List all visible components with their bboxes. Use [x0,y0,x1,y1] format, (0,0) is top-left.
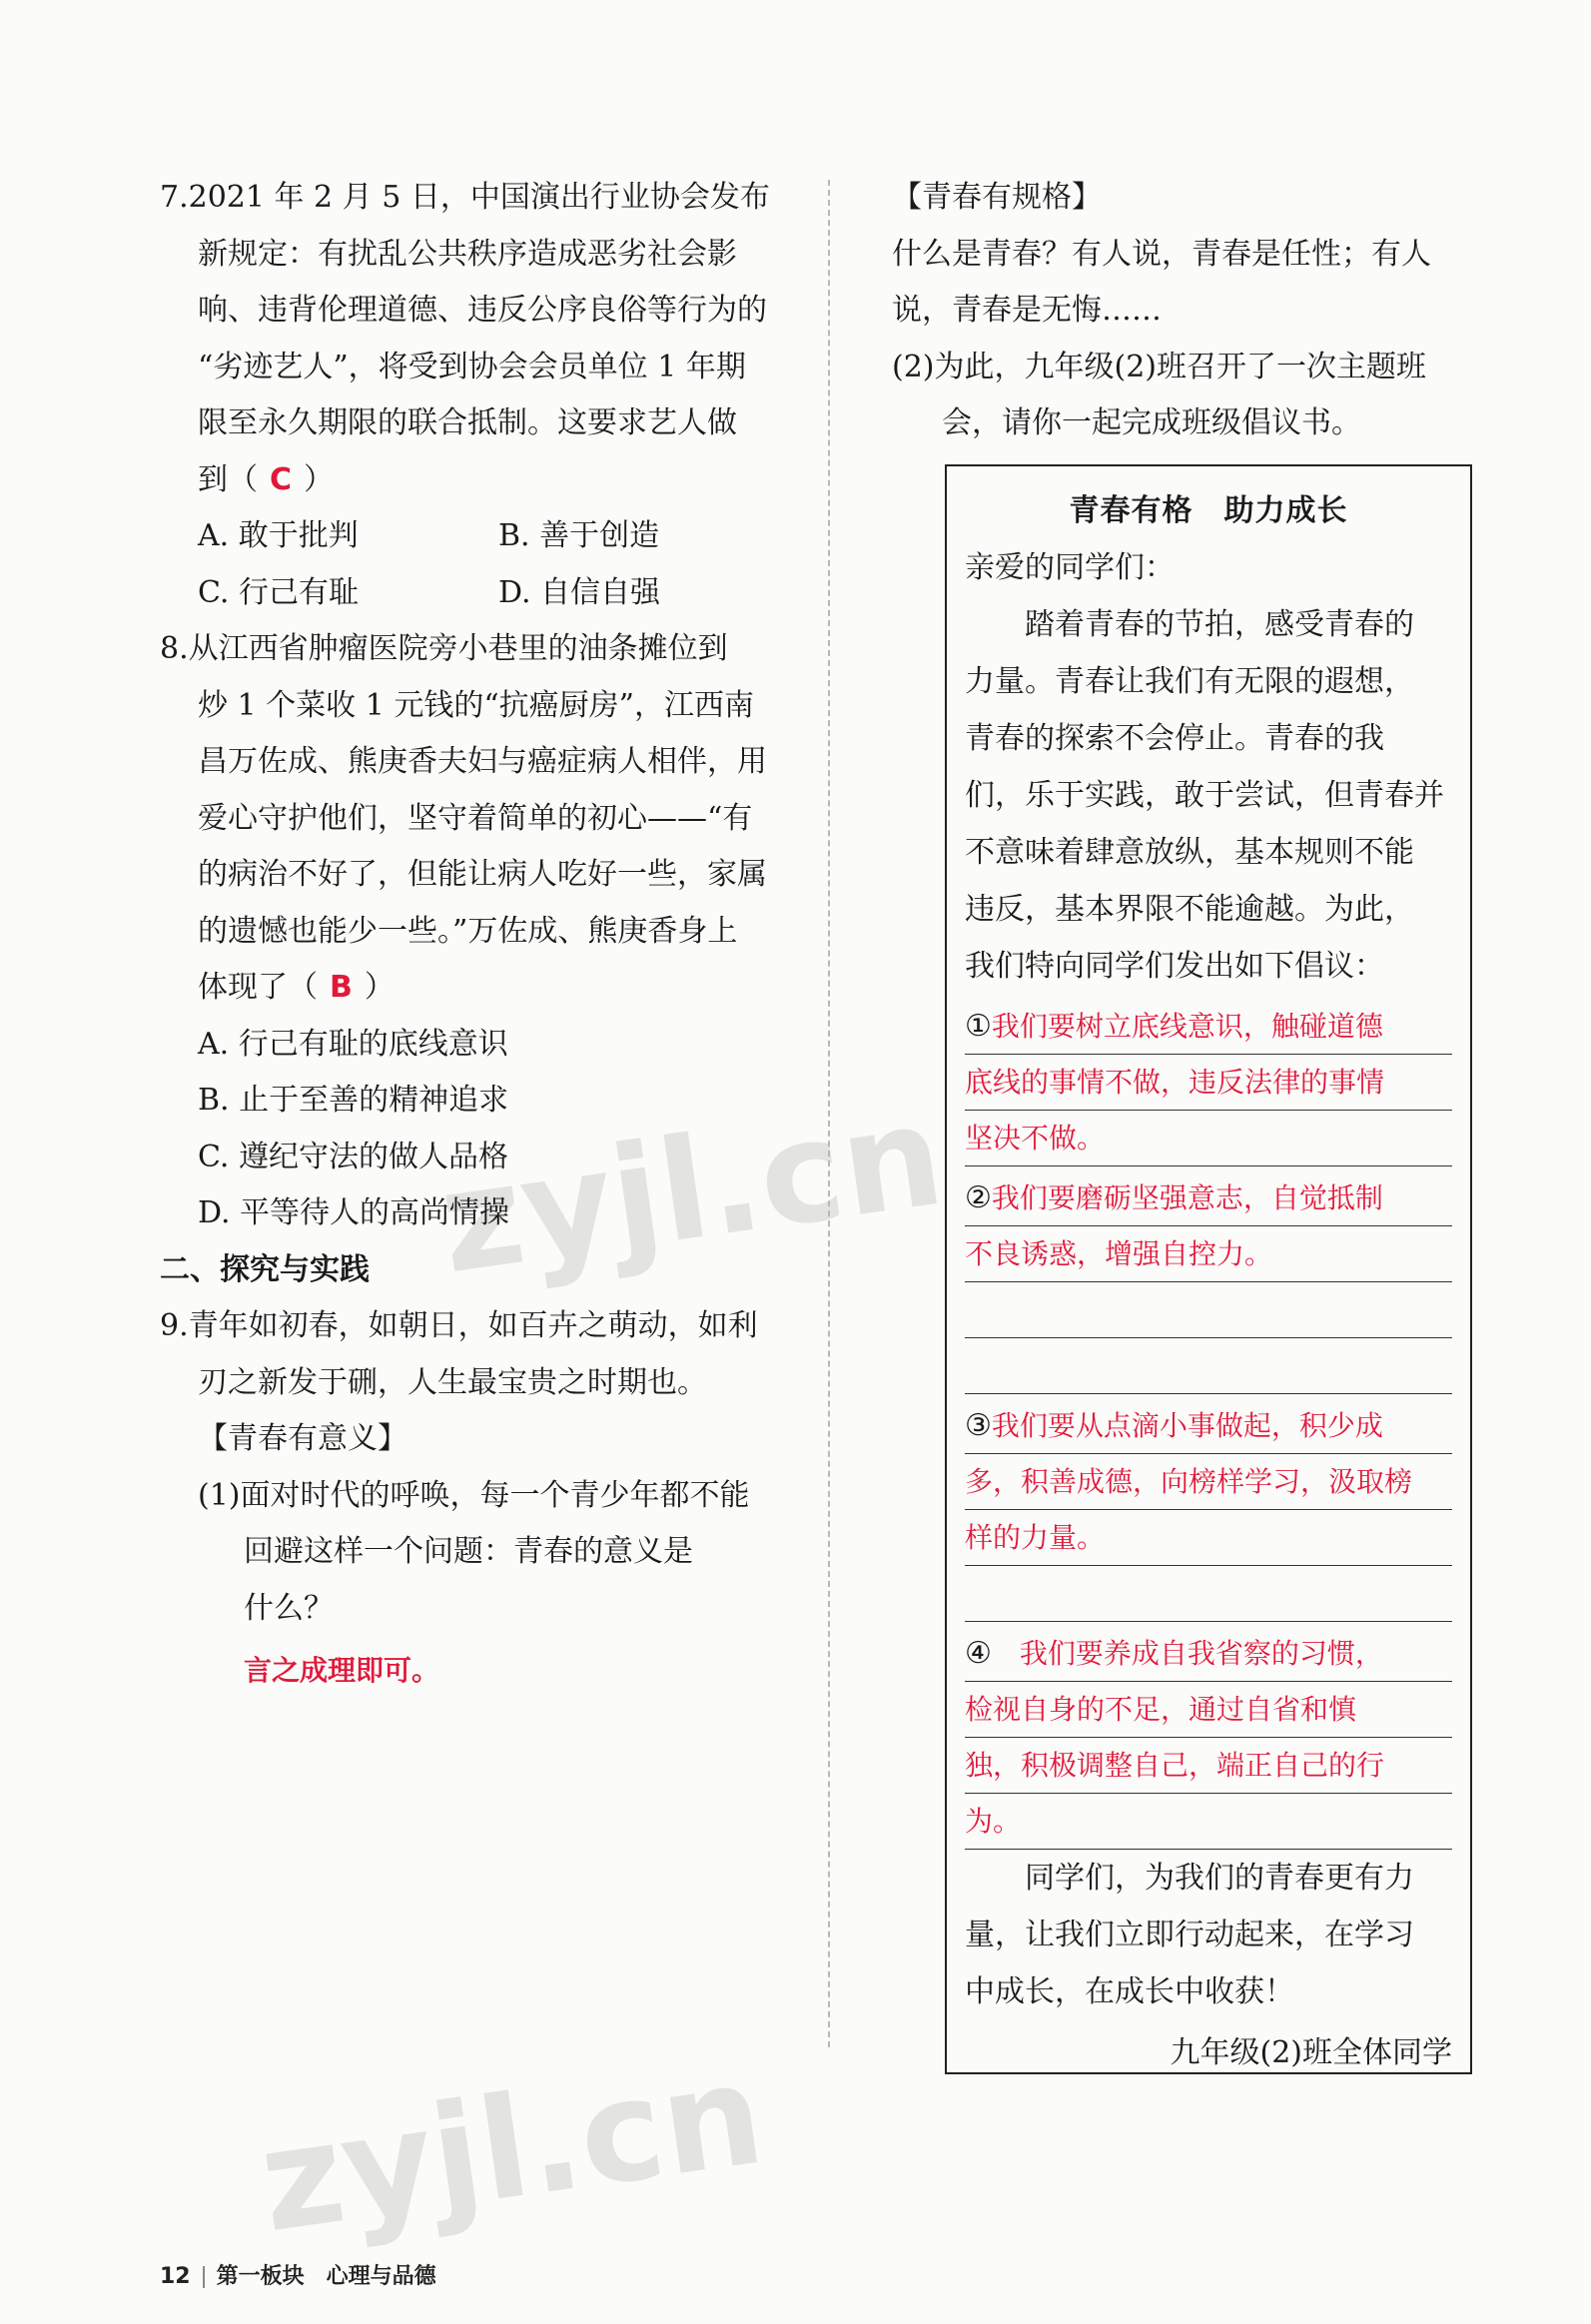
question-text: 会，请你一起完成班级倡议书。 [942,405,1361,440]
question-text: 炒 1 个菜收 1 元钱的“抗癌厨房”，江西南 [198,687,754,723]
question-number: 8. [160,631,189,666]
section-name: 第一板块 心理与品德 [216,2264,436,2289]
intro-text: 什么是青春？有人说，青春是任性；有人 [892,236,1431,272]
answer-choice: C [270,461,293,497]
letter-body: 违反，基本界限不能逾越。为此， [965,892,1414,927]
option: D. 自信自强 [498,574,661,610]
letter-closing: 中成长，在成长中收获！ [965,1974,1294,2009]
option: A. 敢于批判 [198,518,359,553]
question-text: 的病治不好了，但能让病人吃好一些，家属 [198,857,767,892]
option: C. 行己有耻 [198,574,359,610]
watermark: zyjl.cn [251,2032,773,2265]
question-text: 爱心守护他们，坚守着简单的初心——“有 [198,800,753,836]
blank-line [965,1338,1452,1394]
question-text: “劣迹艺人”，将受到协会会员单位 1 年期 [198,349,746,385]
question-text: (1)面对时代的呼唤，每一个青少年都不能 [198,1477,750,1513]
question-text: 青年如初春，如朝日，如百卉之萌动，如利 [188,1308,758,1343]
letter-body: 力量。青春让我们有无限的遐想， [965,664,1414,699]
proposal-4 [965,1626,1452,1850]
question-text: 体现了（ [198,970,318,1005]
option-row [160,565,799,622]
page-footer [160,2259,436,2290]
answer-choice: B [330,970,353,1005]
letter-signature: 九年级(2)班全体同学 [1170,2035,1452,2070]
letter-body: 们，乐于实践，敢于尝试，但青春并 [965,778,1444,813]
proposal-number: ① [965,1009,992,1044]
option-row [160,508,799,565]
proposal-3 [965,1398,1452,1622]
option: D. 平等待人的高尚情操 [198,1195,510,1230]
handwritten-answer: 底线的事情不做，违反法律的事情 [965,1055,1452,1111]
handwritten-answer: 为。 [965,1794,1452,1850]
letter-greeting: 亲爱的同学们： [965,550,1175,585]
question-text: 2021 年 2 月 5 日，中国演出行业协会发布 [188,180,770,215]
letter-closing: 量，让我们立即行动起来，在学习 [965,1918,1414,1952]
handwritten-answer: 我们要养成自我省察的习惯， [991,1637,1383,1670]
question-text: 限至永久期限的联合抵制。这要求艺人做 [198,405,737,440]
option: C. 遵纪守法的做人品格 [198,1139,508,1174]
question-8 [160,621,799,1242]
left-column [160,170,799,1700]
question-7 [160,170,799,621]
letter-body: 踏着青春的节拍，感受青春的 [1025,607,1414,642]
handwritten-answer: 独，积极调整自己，端正自己的行 [965,1738,1452,1794]
handwritten-answer: 我们要磨砺坚强意志，自觉抵制 [991,1181,1383,1214]
handwritten-answer: 样的力量。 [965,1510,1452,1566]
proposal-letter-box [945,464,1472,2074]
question-text: 新规定：有扰乱公共秩序造成恶劣社会影 [198,236,737,272]
watermark: zyjl.cn [430,1074,953,1306]
question-number: 9. [160,1308,189,1343]
question-text: 回避这样一个问题：青春的意义是 [244,1534,693,1569]
question-text: 从江西省肿瘤医院旁小巷里的油条摊位到 [188,631,728,666]
sub-heading: 【青春有规格】 [892,180,1102,215]
handwritten-answer: 我们要从点滴小事做起，积少成 [991,1409,1383,1442]
handwritten-answer: 言之成理即可。 [244,1654,440,1687]
proposal-number: ② [965,1180,992,1215]
question-text: 昌万佐成、熊庚香夫妇与癌症病人相伴，用 [198,744,767,779]
intro-text: 说，青春是无悔…… [892,293,1162,328]
option: B. 善于创造 [498,518,660,553]
handwritten-answer: 多，积善成德，向榜样学习，汲取榜 [965,1454,1452,1510]
proposal-1 [965,999,1452,1166]
bracket: ） [304,461,335,497]
letter-body: 我们特向同学们发出如下倡议： [965,949,1384,984]
bracket: ） [364,970,395,1005]
page-number: 12 [160,2264,191,2289]
sub-heading: 【青春有意义】 [198,1421,407,1456]
handwritten-answer: 检视自身的不足，通过自省和慎 [965,1682,1452,1738]
blank-line [965,1282,1452,1338]
option: A. 行己有耻的底线意识 [198,1026,508,1062]
option: B. 止于至善的精神追求 [198,1083,509,1118]
footer-divider [203,2266,205,2288]
question-text: 到（ [198,461,258,497]
column-divider [828,180,830,2047]
question-text: (2)为此，九年级(2)班召开了一次主题班 [892,349,1426,385]
handwritten-answer: 我们要树立底线意识，触碰道德 [991,1010,1383,1043]
blank-line [965,1566,1452,1622]
question-9 [160,1298,799,1700]
letter-title: 青春有格 助力成长 [1069,493,1348,528]
proposal-2 [965,1170,1452,1394]
letter-body: 不意味着肆意放纵，基本规则不能 [965,835,1414,870]
letter-body: 青春的探索不会停止。青春的我 [965,721,1384,756]
question-text: 刃之新发于硎，人生最宝贵之时期也。 [198,1364,707,1400]
proposal-number: ④ [965,1636,992,1671]
question-number: 7. [160,180,189,215]
proposal-number: ③ [965,1408,992,1443]
section-title: 二、探究与实践 [160,1251,370,1287]
letter-closing: 同学们，为我们的青春更有力 [1025,1861,1414,1896]
handwritten-answer: 不良诱惑，增强自控力。 [965,1226,1452,1282]
handwritten-answer: 坚决不做。 [965,1111,1452,1166]
right-column [892,170,1501,452]
question-text: 的遗憾也能少一些。”万佐成、熊庚香身上 [198,913,738,949]
question-text: 什么？ [244,1590,334,1626]
question-text: 响、违背伦理道德、违反公序良俗等行为的 [198,293,767,328]
